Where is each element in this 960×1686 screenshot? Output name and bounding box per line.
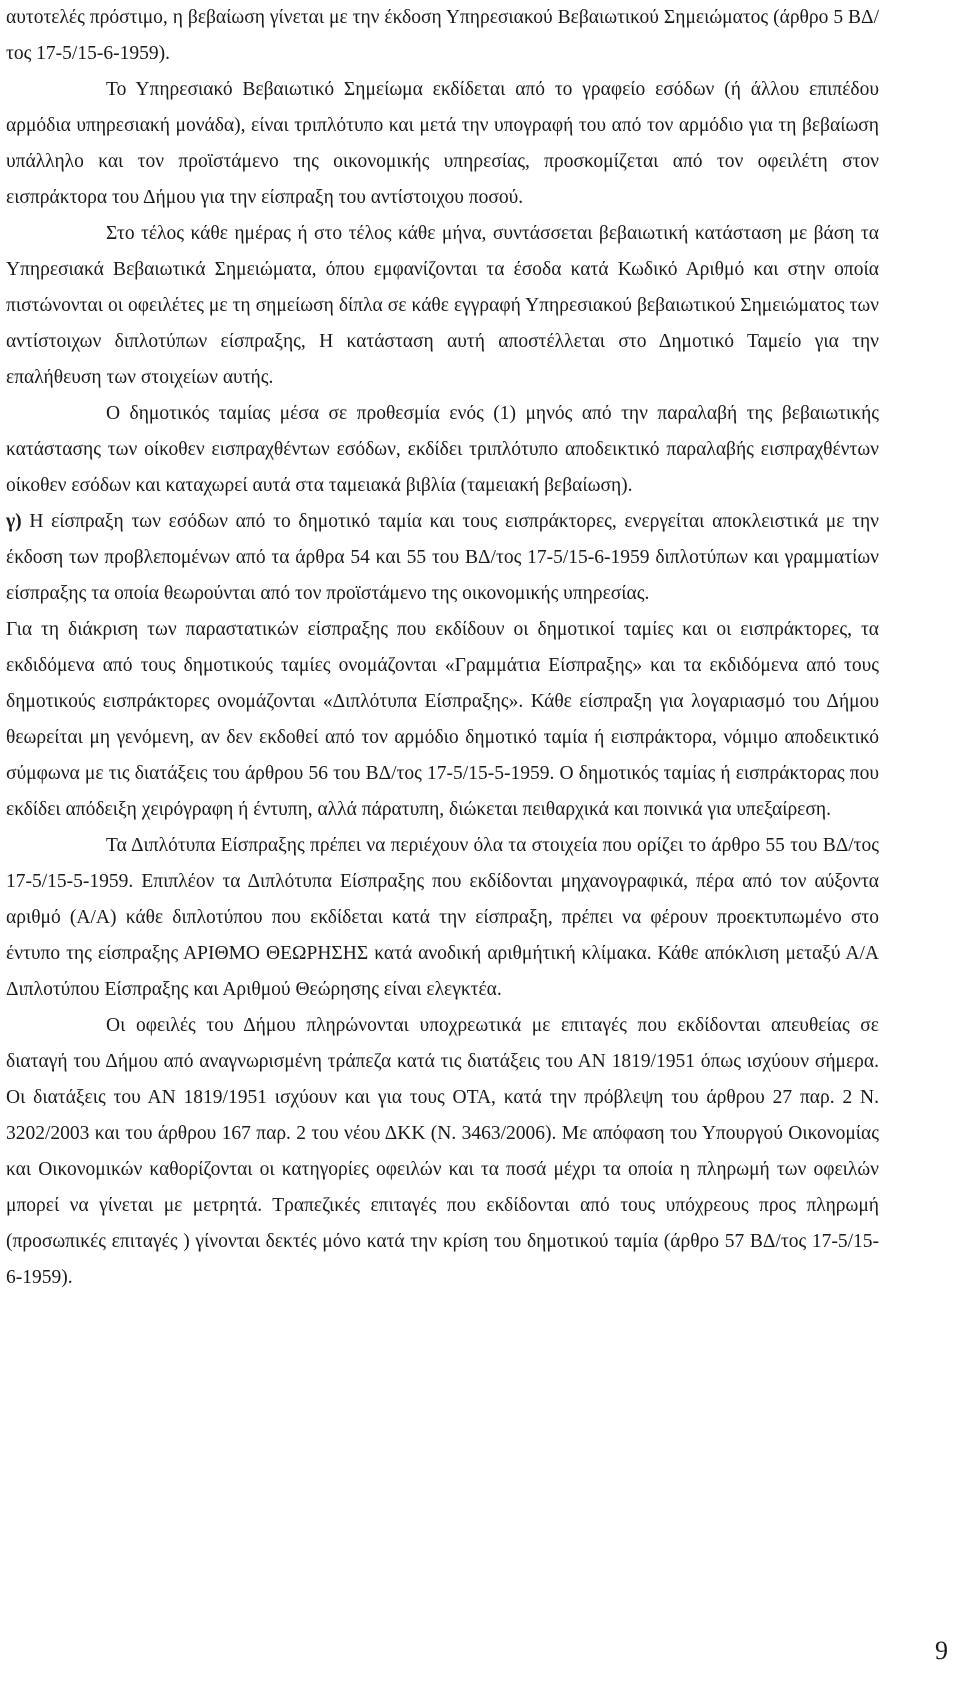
paragraph-4: Ο δημοτικός ταμίας μέσα σε προθεσμία ενός (1) μηνός από την παραλαβή της βεβαιωτικής κατάστασης των οίκοθεν εισπραχθέντων εσόδων, εκδίδει τριπλότυπο αποδεικτικό παραλαβής εισπραχθέντων οίκοθεν εσόδων και καταχωρεί αυτά στα ταμειακά βιβλία (ταμειακή βεβαίωση). bbox=[6, 403, 879, 496]
paragraph-1: αυτοτελές πρόστιμο, η βεβαίωση γίνεται με την έκδοση Υπηρεσιακού Βεβαιωτικού Σημειώματος (άρθρο 5 ΒΔ/τος 17-5/15-6-1959). bbox=[6, 7, 879, 64]
paragraph-2: Το Υπηρεσιακό Βεβαιωτικό Σημείωμα εκδίδεται από το γραφείο εσόδων (ή άλλου επιπέδου αρμόδια υπηρεσιακή μονάδα), είναι τριπλότυπο και μετά την υπογραφή του από τον αρμόδιο για τη βεβαίωση υπάλληλο και τον προϊστάμενο της οικονομικής υπηρεσίας, προσκομίζεται από τον οφειλέτη στον εισπράκτορα του Δήμου για την είσπραξη του αντίστοιχου ποσού. bbox=[6, 79, 879, 208]
page-number: 9 bbox=[935, 1636, 948, 1665]
paragraph-8: Οι οφειλές του Δήμου πληρώνονται υποχρεωτικά με επιταγές που εκδίδονται απευθείας σε διαταγή του Δήμου από αναγνωρισμένη τράπεζα κατά τις διατάξεις του ΑΝ 1819/1951 όπως ισχύουν σήμερα. Οι διατάξεις του ΑΝ 1819/1951 ισχύουν και για τους ΟΤΑ, κατά την πρόβλεψη του άρθρου 27 παρ. 2 Ν. 3202/2003 και του άρθρου 167 παρ. 2 του νέου ΔΚΚ (Ν. 3463/2006). Με απόφαση του Υπουργού Οικονομίας και Οικονομικών καθορίζονται οι κατηγορίες οφειλών και τα ποσά μέχρι τα οποία η πληρωμή των οφειλών μπορεί να γίνεται με μετρητά. Τραπεζικές επιταγές που εκδίδονται από τους υπόχρεους προς πληρωμή (προσωπικές επιταγές ) γίνονται δεκτές μόνο κατά την κρίση του δημοτικού ταμία (άρθρο 57 ΒΔ/τος 17-5/15-6-1959). bbox=[6, 1015, 879, 1288]
paragraph-6: Για τη διάκριση των παραστατικών είσπραξης που εκδίδουν οι δημοτικοί ταμίες και οι εισπράκτορες, τα εκδιδόμενα από τους δημοτικούς ταμίες ονομάζονται «Γραμμάτια Είσπραξης» και τα εκδιδόμενα από τους δημοτικούς εισπράκτορες ονομάζονται «Διπλότυπα Είσπραξης». Κάθε είσπραξη για λογαριασμό του Δήμου θεωρείται μη γενόμενη, αν δεν εκδοθεί από τον αρμόδιο δημοτικό ταμία ή εισπράκτορα, νόμιμο αποδεικτικό σύμφωνα με τις διατάξεις του άρθρου 56 του ΒΔ/τος 17-5/15-5-1959. Ο δημοτικός ταμίας ή εισπράκτορας που εκδίδει απόδειξη χειρόγραφη ή έντυπη, αλλά πάρατυπη, διώκεται πειθαρχικά και ποινικά για υπεξαίρεση. bbox=[6, 619, 879, 820]
paragraph-5 bbox=[6, 504, 879, 612]
paragraph-5-text: Η είσπραξη των εσόδων από το δημοτικό ταμία και τους εισπράκτορες, ενεργείται αποκλειστικά με την έκδοση των προβλεπομένων από τα άρθρα 54 και 55 του ΒΔ/τος 17-5/15-6-1959 διπλοτύπων και γραμματίων είσπραξης τα οποία θεωρούνται από τον προϊστάμενο της οικονομικής υπηρεσίας. bbox=[6, 511, 879, 604]
section-label-gamma: γ) bbox=[6, 511, 22, 532]
paragraph-7: Τα Διπλότυπα Είσπραξης πρέπει να περιέχουν όλα τα στοιχεία που ορίζει το άρθρο 55 του ΒΔ/τος 17-5/15-5-1959. Επιπλέον τα Διπλότυπα Είσπραξης που εκδίδονται μηχανογραφικά, πέρα από τον αύξοντα αριθμό (Α/Α) κάθε διπλοτύπου που εκδίδεται κατά την είσπραξη, πρέπει να φέρουν προεκτυπωμένο στο έντυπο της είσπραξης ΑΡΙΘΜΟ ΘΕΩΡΗΣΗΣ κατά ανοδική αριθμήτική κλίμακα. Κάθε απόκλιση μεταξύ Α/Α Διπλοτύπου Είσπραξης και Αριθμού Θεώρησης είναι ελεγκτέα. bbox=[6, 835, 879, 1000]
paragraph-3: Στο τέλος κάθε ημέρας ή στο τέλος κάθε μήνα, συντάσσεται βεβαιωτική κατάσταση με βάση τα Υπηρεσιακά Βεβαιωτικά Σημειώματα, όπου εμφανίζονται τα έσοδα κατά Κωδικό Αριθμό και στην οποία πιστώνονται οι οφειλέτες με τη σημείωση δίπλα σε κάθε εγγραφή Υπηρεσιακού βεβαιωτικού Σημειώματος των αντίστοιχων διπλοτύπων είσπραξης, Η κατάσταση αυτή αποστέλλεται στο Δημοτικό Ταμείο για την επαλήθευση των στοιχείων αυτής. bbox=[6, 223, 879, 388]
document-body bbox=[6, 0, 879, 1296]
